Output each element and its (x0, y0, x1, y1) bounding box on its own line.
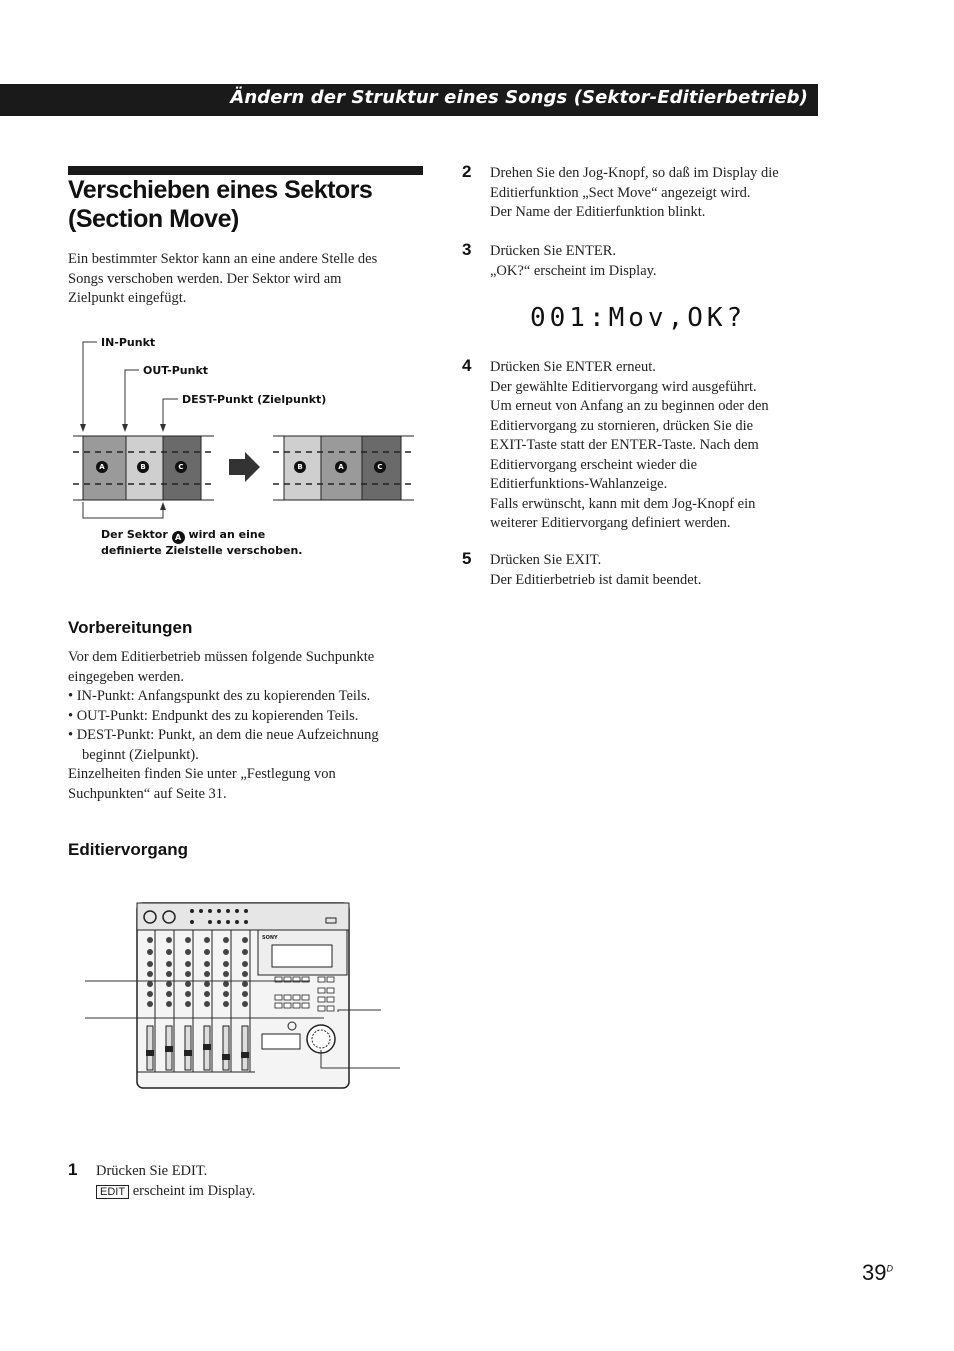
arrow-icon (229, 452, 260, 482)
edit-heading: Editiervorgang (68, 840, 188, 859)
marker-b-before-icon: B (137, 461, 149, 473)
section-title: Verschieben eines Sektors (Section Move) (68, 176, 373, 233)
diagram-caption-line2: definierte Zielstelle verschoben. (101, 544, 303, 557)
step-1-text: Drücken Sie EDIT. EDIT erscheint im Display. (96, 1163, 256, 1199)
intro-paragraph: Ein bestimmter Sektor kann an eine andere Stelle des Songs verschoben werden. Der Sektor wird am Zielpunkt eingefügt. (68, 251, 378, 306)
mixer-device-illustration (80, 900, 410, 1095)
marker-a-before-icon: A (96, 461, 108, 473)
marker-b-after-icon: B (294, 461, 306, 473)
prep-heading: Vorbereitungen (68, 618, 193, 637)
page-number: $39^D$ (862, 1260, 893, 1285)
edit-display-badge: EDIT (96, 1185, 129, 1199)
step-4-number: 4 (462, 356, 472, 375)
device-brand: SONY (262, 935, 278, 941)
header-title: Ändern der Struktur eines Songs (Sektor-Editierbetrieb) (230, 87, 808, 108)
out-point-label: OUT-Punkt (143, 364, 209, 377)
dest-point-label: DEST-Punkt (Zielpunkt) (182, 393, 327, 406)
step-5-number: 5 (462, 549, 472, 568)
step-2-number: 2 (462, 162, 472, 181)
step-1-number: 1 (68, 1160, 78, 1179)
marker-a-after-icon: A (335, 461, 347, 473)
diagram-caption-line1: Der Sektor A wird an eine (101, 528, 266, 542)
step-5-text: Drücken Sie EXIT. Der Editierbetrieb ist damit beendet. (490, 552, 702, 588)
marker-c-before-icon: C (175, 461, 187, 473)
step-3-text: Drücken Sie ENTER. „OK?“ erscheint im Display. (490, 243, 657, 279)
marker-a-icon: A (172, 531, 185, 544)
marker-c-after-icon: C (374, 461, 386, 473)
in-point-label: IN-Punkt (101, 336, 156, 349)
step-3-number: 3 (462, 240, 472, 259)
lcd-display-text: 001:Mov,OK? (530, 303, 747, 333)
step-2-text: Drehen Sie den Jog-Knopf, so daß im Display die Editierfunktion „Sect Move“ angezeigt wird. Der Name der Editierfunktion blinkt. (490, 165, 779, 220)
prep-paragraph: Vor dem Editierbetrieb müssen folgende Suchpunkte eingegeben werden. • IN-Punkt: Anfangspunkt des zu kopierenden Teils. • OUT-Punkt: Endpunkt des zu kopierenden Teils. • DEST-Punkt: Punkt, an dem die neue Aufzeichnung beginnt (Zielpunkt). Einzelheiten finden Sie unter „Festlegung von Suchpunkten“ auf Seite 31. (68, 649, 379, 802)
step-4-text: Drücken Sie ENTER erneut. Der gewählte Editiervorgang wird ausgeführt. Um erneut von Anfang an zu beginnen oder den Editiervorgang zu stornieren, drücken Sie die EXIT-Taste statt der ENTER-Taste. Nach dem Editiervorgang erscheint wieder die Editierfunktions-Wahlanzeige. Falls erwünscht, kann mit dem Jog-Knopf ein weiterer Editiervorgang definiert werden. (490, 359, 769, 531)
